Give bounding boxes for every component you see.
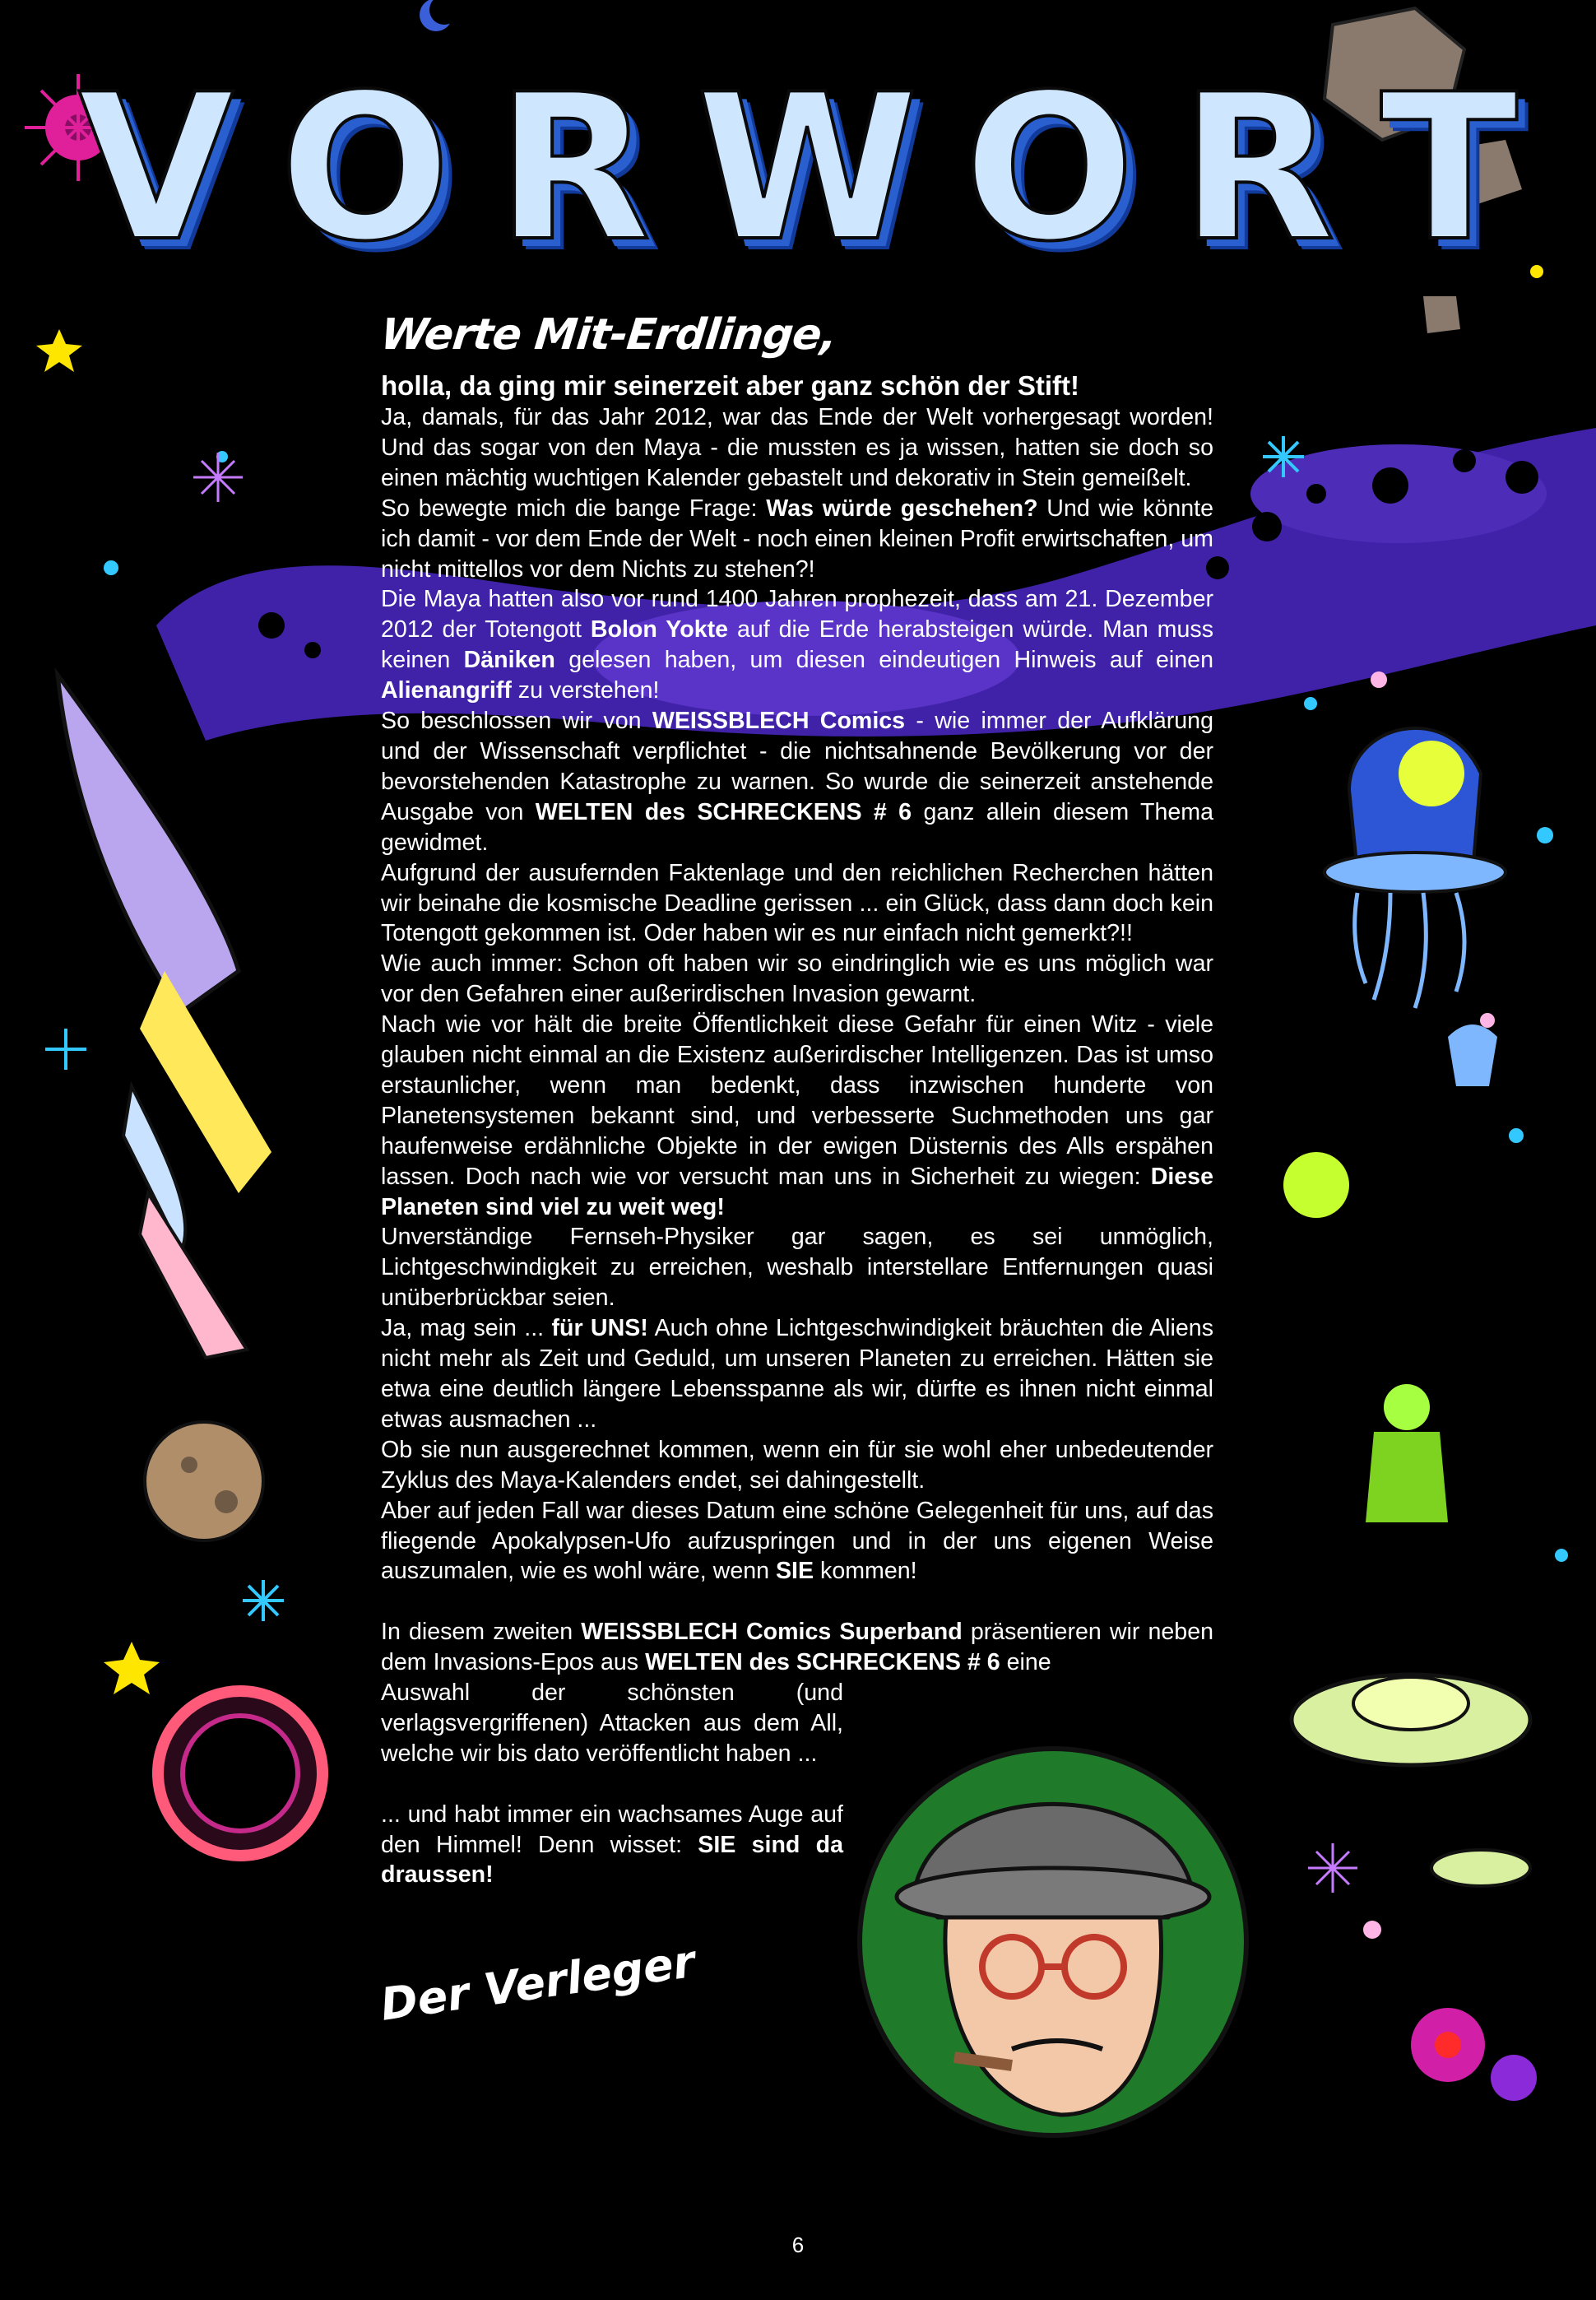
page-title <box>0 51 1596 286</box>
title-letter: R <box>495 51 652 286</box>
paragraph: ... und habt immer ein wachsames Auge auf den Himmel! Denn wisset: SIE sind da draussen! <box>381 1801 843 1889</box>
paragraph: Die Maya hatten also vor rund 1400 Jahren prophezeit, dass am 21. Dezember 2012 der Totengott Bolon Yokte auf die Erde herabsteigen würde. Man muss keinen Däniken gelesen haben, um diesen eindeutigen Hinweis auf einen Alienangriff zu verstehen! <box>381 586 1213 704</box>
lead-line: holla, da ging mir seinerzeit aber ganz schön der Stift! <box>381 370 1079 401</box>
title-letter: T <box>1380 51 1518 286</box>
paragraph: In diesem zweiten WEISSBLECH Comics Superband präsentieren wir neben dem Invasions-Epos aus WELTEN des SCHRECKENS # 6 eine <box>381 1619 1213 1676</box>
astronaut-icon <box>1283 1025 1497 1522</box>
paragraph: Ja, mag sein ... für UNS! Auch ohne Lichtgeschwindigkeit bräuchten die Aliens nicht mehr als Zeit und Geduld, um unseren Planeten zu erreichen. Hätten sie etwa eine deutlich längere Lebensspanne als wir, dürfte es ihnen nicht einmal etwas ausmachen ... <box>381 1315 1213 1433</box>
title-letter: O <box>279 51 451 286</box>
paragraph: Aufgrund der ausufernden Faktenlage und den reichlichen Recherchen hätten wir beinahe die kosmische Deadline gerissen ... ein Glück, dass dann doch kein Totengott gekommen ist. Oder haben wir es nur einfach nicht gemerkt?!! <box>381 859 1213 947</box>
paragraph: Auswahl der schönsten (und verlagsvergriffenen) Attacken aus dem All, welche wir bis dato veröffentlicht haben ... <box>381 1680 843 1767</box>
foreword-text <box>378 309 1214 1890</box>
greeting: Werte Mit-Erdlinge, <box>378 310 839 360</box>
paragraph: Nach wie vor hält die breite Öffentlichkeit diese Gefahr für einen Witz - viele glauben nicht einmal an die Existenz außerirdischer Intelligenzen. Das ist umso erstaunlicher, wenn man bedenkt, dass inzwischen hunderte von Planetensystemen bekannt sind, und verbesserte Suchmethoden uns gar haufenweise erdähnliche Objekte in der ewigen Düsternis des Alls erspähen lassen. Doch nach wie vor versucht man uns in Sicherheit zu wiegen: Diese Planeten sind viel zu weit weg! <box>381 1011 1213 1220</box>
ufo-icon <box>1292 1675 1530 1886</box>
paragraph: So bewegte mich die bange Frage: Was würde geschehen? Und wie könnte ich damit - vor dem Ende der Welt - noch einen kleinen Profit erwirtschaften, um nicht mittellos vor dem Nichts zu stehen?! <box>381 495 1214 583</box>
star-icon <box>1411 2008 1537 2101</box>
title-letter: O <box>963 51 1135 286</box>
jellyfish-alien-icon <box>1325 728 1506 1008</box>
title-letter: R <box>1180 51 1335 286</box>
signature: Der Verleger <box>377 1935 698 2031</box>
title-letter: W <box>696 51 919 286</box>
paragraph: Unverständige Fernseh-Physiker gar sagen, es sei unmöglich, Lichtgeschwindigkeit zu erreichen, weshalb interstellare Entfernungen quasi unüberbrückbar seien. <box>381 1224 1213 1312</box>
planet-icon <box>145 1422 322 1856</box>
rocket-icon <box>58 675 271 1358</box>
page-number: 6 <box>791 2233 805 2257</box>
paragraph: Aber auf jeden Fall war dieses Datum eine schöne Gelegenheit für uns, auf das fliegende Apokalypsen-Ufo aufzuspringen und in der uns eigenen Weise auszumalen, wie es wohl wäre, wenn SIE kommen! <box>381 1497 1213 1585</box>
paragraph: So beschlossen wir von WEISSBLECH Comics - wie immer der Aufklärung und der Wissenschaft verpflichtet - die nichtsahnende Bevölkerung vor der bevorstehenden Katastrophe zu warnen. So wurde die seinerzeit anstehende Ausgabe von WELTEN des SCHRECKENS # 6 ganz allein diesem Thema gewidmet. <box>381 708 1213 856</box>
title-letter: V <box>78 51 234 286</box>
paragraph: Ob sie nun ausgerechnet kommen, wenn ein für sie wohl eher unbedeutender Zyklus des Maya-Kalenders endet, sei dahingestellt. <box>381 1436 1213 1494</box>
paragraph: Ja, damals, für das Jahr 2012, war das Ende der Welt vorhergesagt worden! Und das sogar von den Maya - die mussten es ja wissen, hatten sie doch so einen mächtig wuchtigen Kalender gebastelt und dekorativ in Stein gemeißelt. <box>381 404 1213 491</box>
paragraph: Wie auch immer: Schon oft haben wir so eindringlich wie es uns möglich war vor den Gefahren einer außerirdischen Invasion gewarnt. <box>381 950 1213 1008</box>
